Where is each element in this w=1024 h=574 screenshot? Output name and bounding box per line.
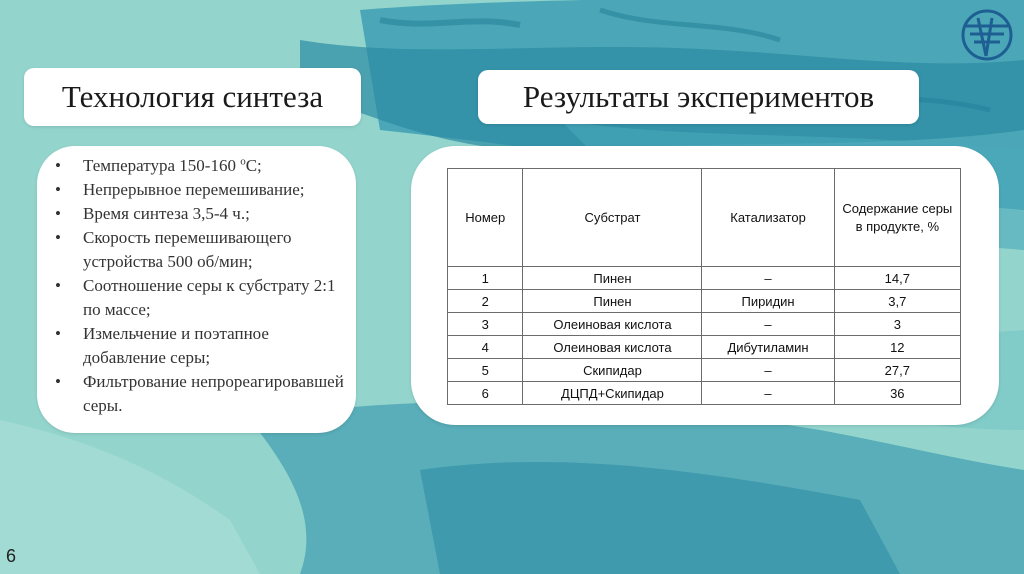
table-row bbox=[448, 336, 961, 359]
list-item-text: Непрерывное перемешивание; bbox=[83, 180, 305, 199]
table-row bbox=[448, 290, 961, 313]
list-item-text: Температура 150-160 bbox=[83, 156, 241, 175]
header-sulfur-content: Содержание серы в продукте, % bbox=[834, 169, 960, 267]
cell-sulfur-content: 3,7 bbox=[834, 290, 960, 313]
list-item-text: Измельчение и поэтапное добавление серы; bbox=[83, 324, 269, 367]
results-table bbox=[447, 168, 961, 405]
list-item bbox=[55, 274, 346, 322]
cell-substrate: Скипидар bbox=[523, 359, 702, 382]
cell-sulfur-content: 36 bbox=[834, 382, 960, 405]
cell-sulfur-content: 14,7 bbox=[834, 267, 960, 290]
university-logo-icon bbox=[956, 8, 1018, 62]
degree-superscript: о bbox=[240, 155, 246, 168]
cell-number: 1 bbox=[448, 267, 523, 290]
cell-catalyst: – bbox=[702, 313, 834, 336]
table-row bbox=[448, 267, 961, 290]
synthesis-conditions-card bbox=[37, 146, 356, 433]
list-item bbox=[55, 226, 346, 274]
cell-substrate: Олеиновая кислота bbox=[523, 336, 702, 359]
cell-substrate: Пинен bbox=[523, 267, 702, 290]
table-row bbox=[448, 359, 961, 382]
experiment-results-title bbox=[478, 70, 919, 124]
table-header-row bbox=[448, 169, 961, 267]
list-item-text: Скорость перемешивающего устройства 500 об/мин; bbox=[83, 228, 292, 271]
cell-substrate: ДЦПД+Скипидар bbox=[523, 382, 702, 405]
cell-sulfur-content: 3 bbox=[834, 313, 960, 336]
synthesis-conditions-list bbox=[37, 146, 356, 418]
synthesis-technology-title bbox=[24, 68, 361, 126]
list-item bbox=[55, 202, 346, 226]
experiment-results-title-text: Результаты экспериментов bbox=[522, 79, 875, 114]
table-row bbox=[448, 382, 961, 405]
table-row bbox=[448, 313, 961, 336]
cell-catalyst: – bbox=[702, 382, 834, 405]
cell-catalyst: Пиридин bbox=[702, 290, 834, 313]
cell-sulfur-content: 27,7 bbox=[834, 359, 960, 382]
list-item-text: Соотношение серы к субстрату 2:1 по массе; bbox=[83, 276, 336, 319]
list-item-text: Время синтеза 3,5-4 ч.; bbox=[83, 204, 250, 223]
cell-number: 3 bbox=[448, 313, 523, 336]
slide-number: 6 bbox=[6, 546, 17, 566]
header-number: Номер bbox=[448, 169, 523, 267]
list-item bbox=[55, 178, 346, 202]
cell-catalyst: – bbox=[702, 359, 834, 382]
cell-substrate: Олеиновая кислота bbox=[523, 313, 702, 336]
list-item bbox=[55, 322, 346, 370]
synthesis-technology-title-text: Технология синтеза bbox=[61, 79, 324, 114]
cell-substrate: Пинен bbox=[523, 290, 702, 313]
cell-sulfur-content: 12 bbox=[834, 336, 960, 359]
results-table-card bbox=[411, 146, 999, 425]
cell-catalyst: Дибутиламин bbox=[702, 336, 834, 359]
cell-number: 5 bbox=[448, 359, 523, 382]
cell-number: 2 bbox=[448, 290, 523, 313]
cell-number: 6 bbox=[448, 382, 523, 405]
cell-number: 4 bbox=[448, 336, 523, 359]
list-item-suffix: С; bbox=[245, 156, 262, 175]
header-substrate: Субстрат bbox=[523, 169, 702, 267]
list-item bbox=[55, 154, 346, 178]
cell-catalyst: – bbox=[702, 267, 834, 290]
header-catalyst: Катализатор bbox=[702, 169, 834, 267]
list-item bbox=[55, 370, 346, 418]
list-item-text: Фильтрование непрореагировавшей серы. bbox=[83, 372, 344, 415]
